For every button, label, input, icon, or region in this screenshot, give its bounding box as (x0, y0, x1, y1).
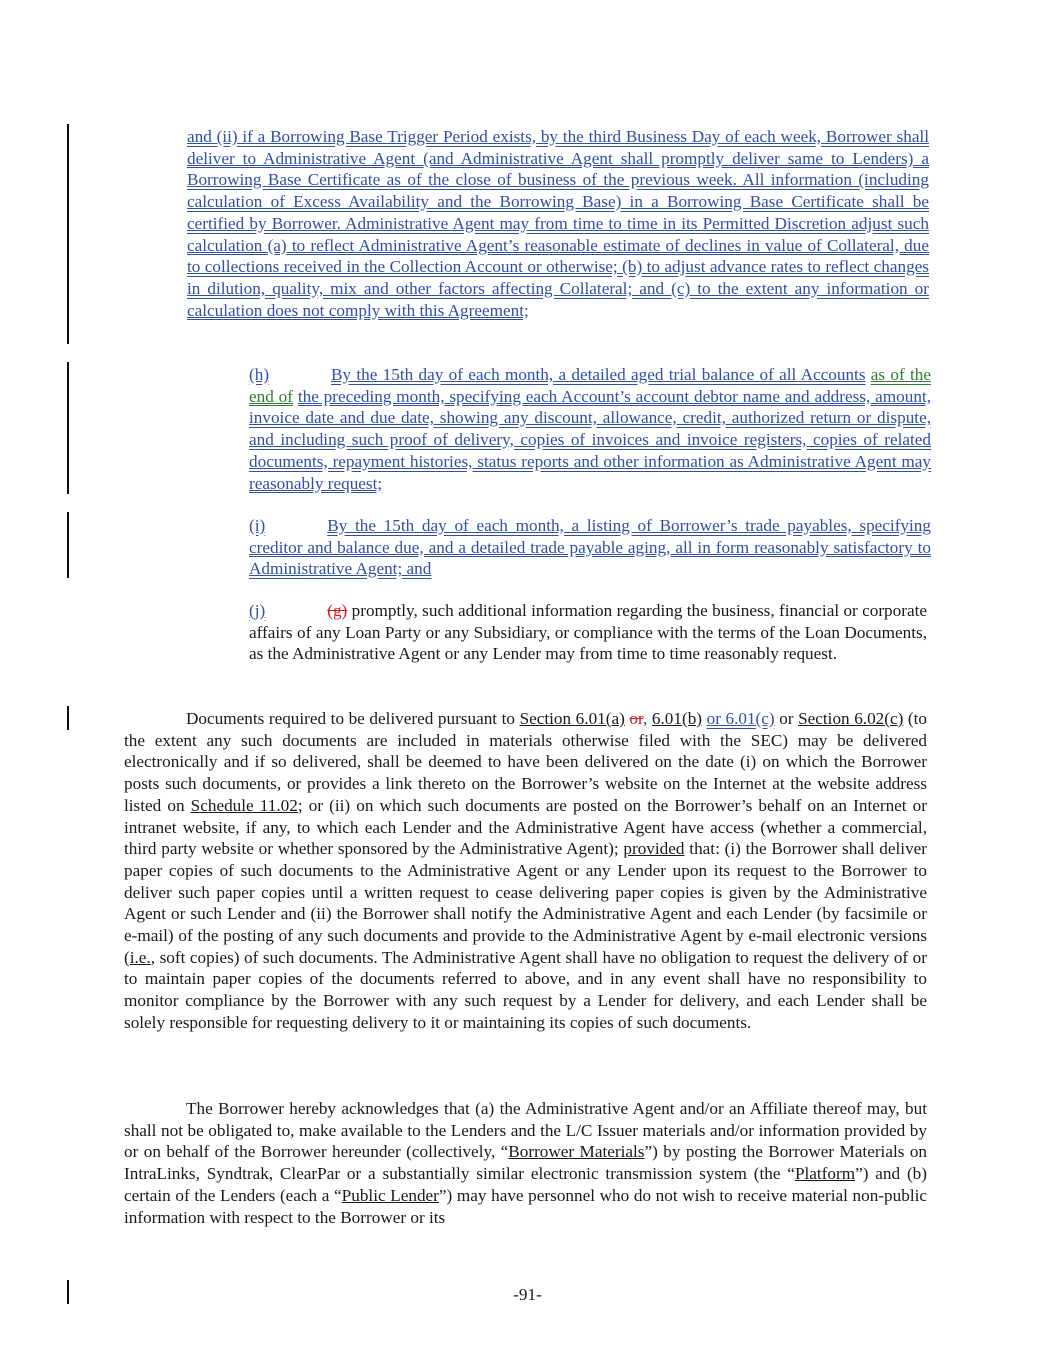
change-bar (67, 706, 69, 730)
paragraph-documents-delivery: Documents required to be delivered pursuant to Section 6.01(a) or, 6.01(b) or 6.01(c) or Section 6.02(c) (to the extent any such documents are included in materials otherwise filed with the SEC) may be delivered electronically and if so delivered, shall be deemed to have been delivered on the date (i) on which the Borrower posts such documents, or provides a link thereto on the Borrower’s website on the Internet at the website address listed on Schedule 11.02; or (ii) on which such documents are posted on the Borrower’s behalf on an Internet or intranet website, if any, to which each Lender and the Administrative Agent have access (whether a commercial, third party website or whether sponsored by the Administrative Agent); provided that: (i) the Borrower shall deliver paper copies of such documents to the Administrative Agent or any Lender upon its request to the Borrower to deliver such paper copies until a written request to cease delivering paper copies is given by the Administrative Agent or such Lender and (ii) the Borrower shall notify the Administrative Agent and each Lender (by facsimile or e-mail) of the posting of any such documents and provide to the Administrative Agent by e-mail electronic versions (i.e., soft copies) of such documents. The Administrative Agent shall have no obligation to request the delivery of or to maintain paper copies of the documents referred to above, and in any event shall have no responsibility to monitor compliance by the Borrower with any such request by a Lender for delivery, and each Lender shall be solely responsible for requesting delivery to it or maintaining its copies of such documents. (124, 709, 928, 1032)
change-bar (67, 124, 69, 344)
section-reference: Section 6.01(a) (519, 709, 625, 728)
paragraph-borrowing-base (187, 126, 929, 321)
defined-term: provided (623, 839, 685, 859)
defined-term: Platform (794, 1164, 856, 1184)
clause-label-h: (h) (249, 365, 270, 384)
moved-text: as of the end of (249, 365, 931, 406)
inserted-text: and (ii) if a Borrowing Base Trigger Period exists, by the third Business Day of each week, Borrower shall deliver to Administrative Agent (and Administrative Agent shall promptly deliver same to Lenders) a Borrowing Base Certificate as of the close of business of the previous week. All information (including calculation of Excess Availability and the Borrowing Base) in a Borrowing Base Certificate shall be certified by Borrower. Administrative Agent may from time to time in its Permitted Discretion adjust such calculation (a) to reflect Administrative Agent’s reasonable estimate of declines in value of Collateral, due to collections received in the Collection Account or otherwise; (b) to adjust advance rates to reflect changes in dilution, quality, mix and other factors affecting Collateral; and (c) to the extent any information or calculation does not comply with this Agreement; (187, 127, 929, 320)
defined-term: Borrower Materials (508, 1142, 645, 1162)
inserted-text: By the 15th day of each month, a detailed aged trial balance of all Accounts (331, 365, 866, 384)
latin-abbreviation: i.e. (129, 947, 151, 967)
deleted-text: (g) (327, 601, 348, 620)
inserted-text: , (643, 709, 648, 728)
schedule-reference: Schedule 11.02 (190, 795, 298, 815)
clause-label-i: (i) (249, 516, 266, 535)
inserted-text: By the 15th day of each month, a listing of Borrower’s trade payables, specifying creditor and balance due, and a detailed trade payable aging, all in form reasonably satisfactory to Administrative Agent; and (249, 516, 931, 579)
inserted-text: the preceding month, specifying each Account’s account debtor name and address, amount, invoice date and due date, showing any discount, allowance, credit, authorized return or dispute, and including such proof of delivery, copies of invoices and invoice registers, copies of related documents, repayment histories, status reports and other information as Administrative Agent may reasonably request; (249, 386, 931, 493)
defined-term: Public Lender (341, 1185, 439, 1205)
paragraph-i (187, 515, 931, 580)
clause-text: promptly, such additional information regarding the business, financial or corporate affairs of any Loan Party or any Subsidiary, or compliance with the terms of the Loan Documents, as the Administrative Agent or any Lender may from time to time reasonably request. (249, 601, 928, 664)
section-reference: 6.01(b) (651, 709, 703, 728)
page-number: -91- (513, 1285, 542, 1304)
paragraph-borrower-materials: The Borrower hereby acknowledges that (a) the Administrative Agent and/or an Affiliate thereof may, but shall not be obligated to, make available to the Lenders and the L/C Issuer materials and/or information provided by or on behalf of the Borrower hereunder (collectively, “Borrower Materials”) by posting the Borrower Materials on IntraLinks, Syndtrak, ClearPar or a substantially similar electronic transmission system (the “Platform”) and (b) certain of the Lenders (each a “Public Lender”) may have personnel who do not wish to receive material non-public information with respect to the Borrower or its (124, 1099, 928, 1227)
section-reference: Section 6.02(c) (798, 709, 904, 728)
paragraph-j (187, 600, 927, 665)
inserted-text: or 6.01(c) (706, 709, 775, 728)
clause-label-j: (j) (249, 601, 266, 620)
change-bar (67, 362, 69, 494)
change-bar (67, 512, 69, 578)
deleted-text: or (629, 709, 644, 728)
paragraph-h (187, 364, 931, 494)
